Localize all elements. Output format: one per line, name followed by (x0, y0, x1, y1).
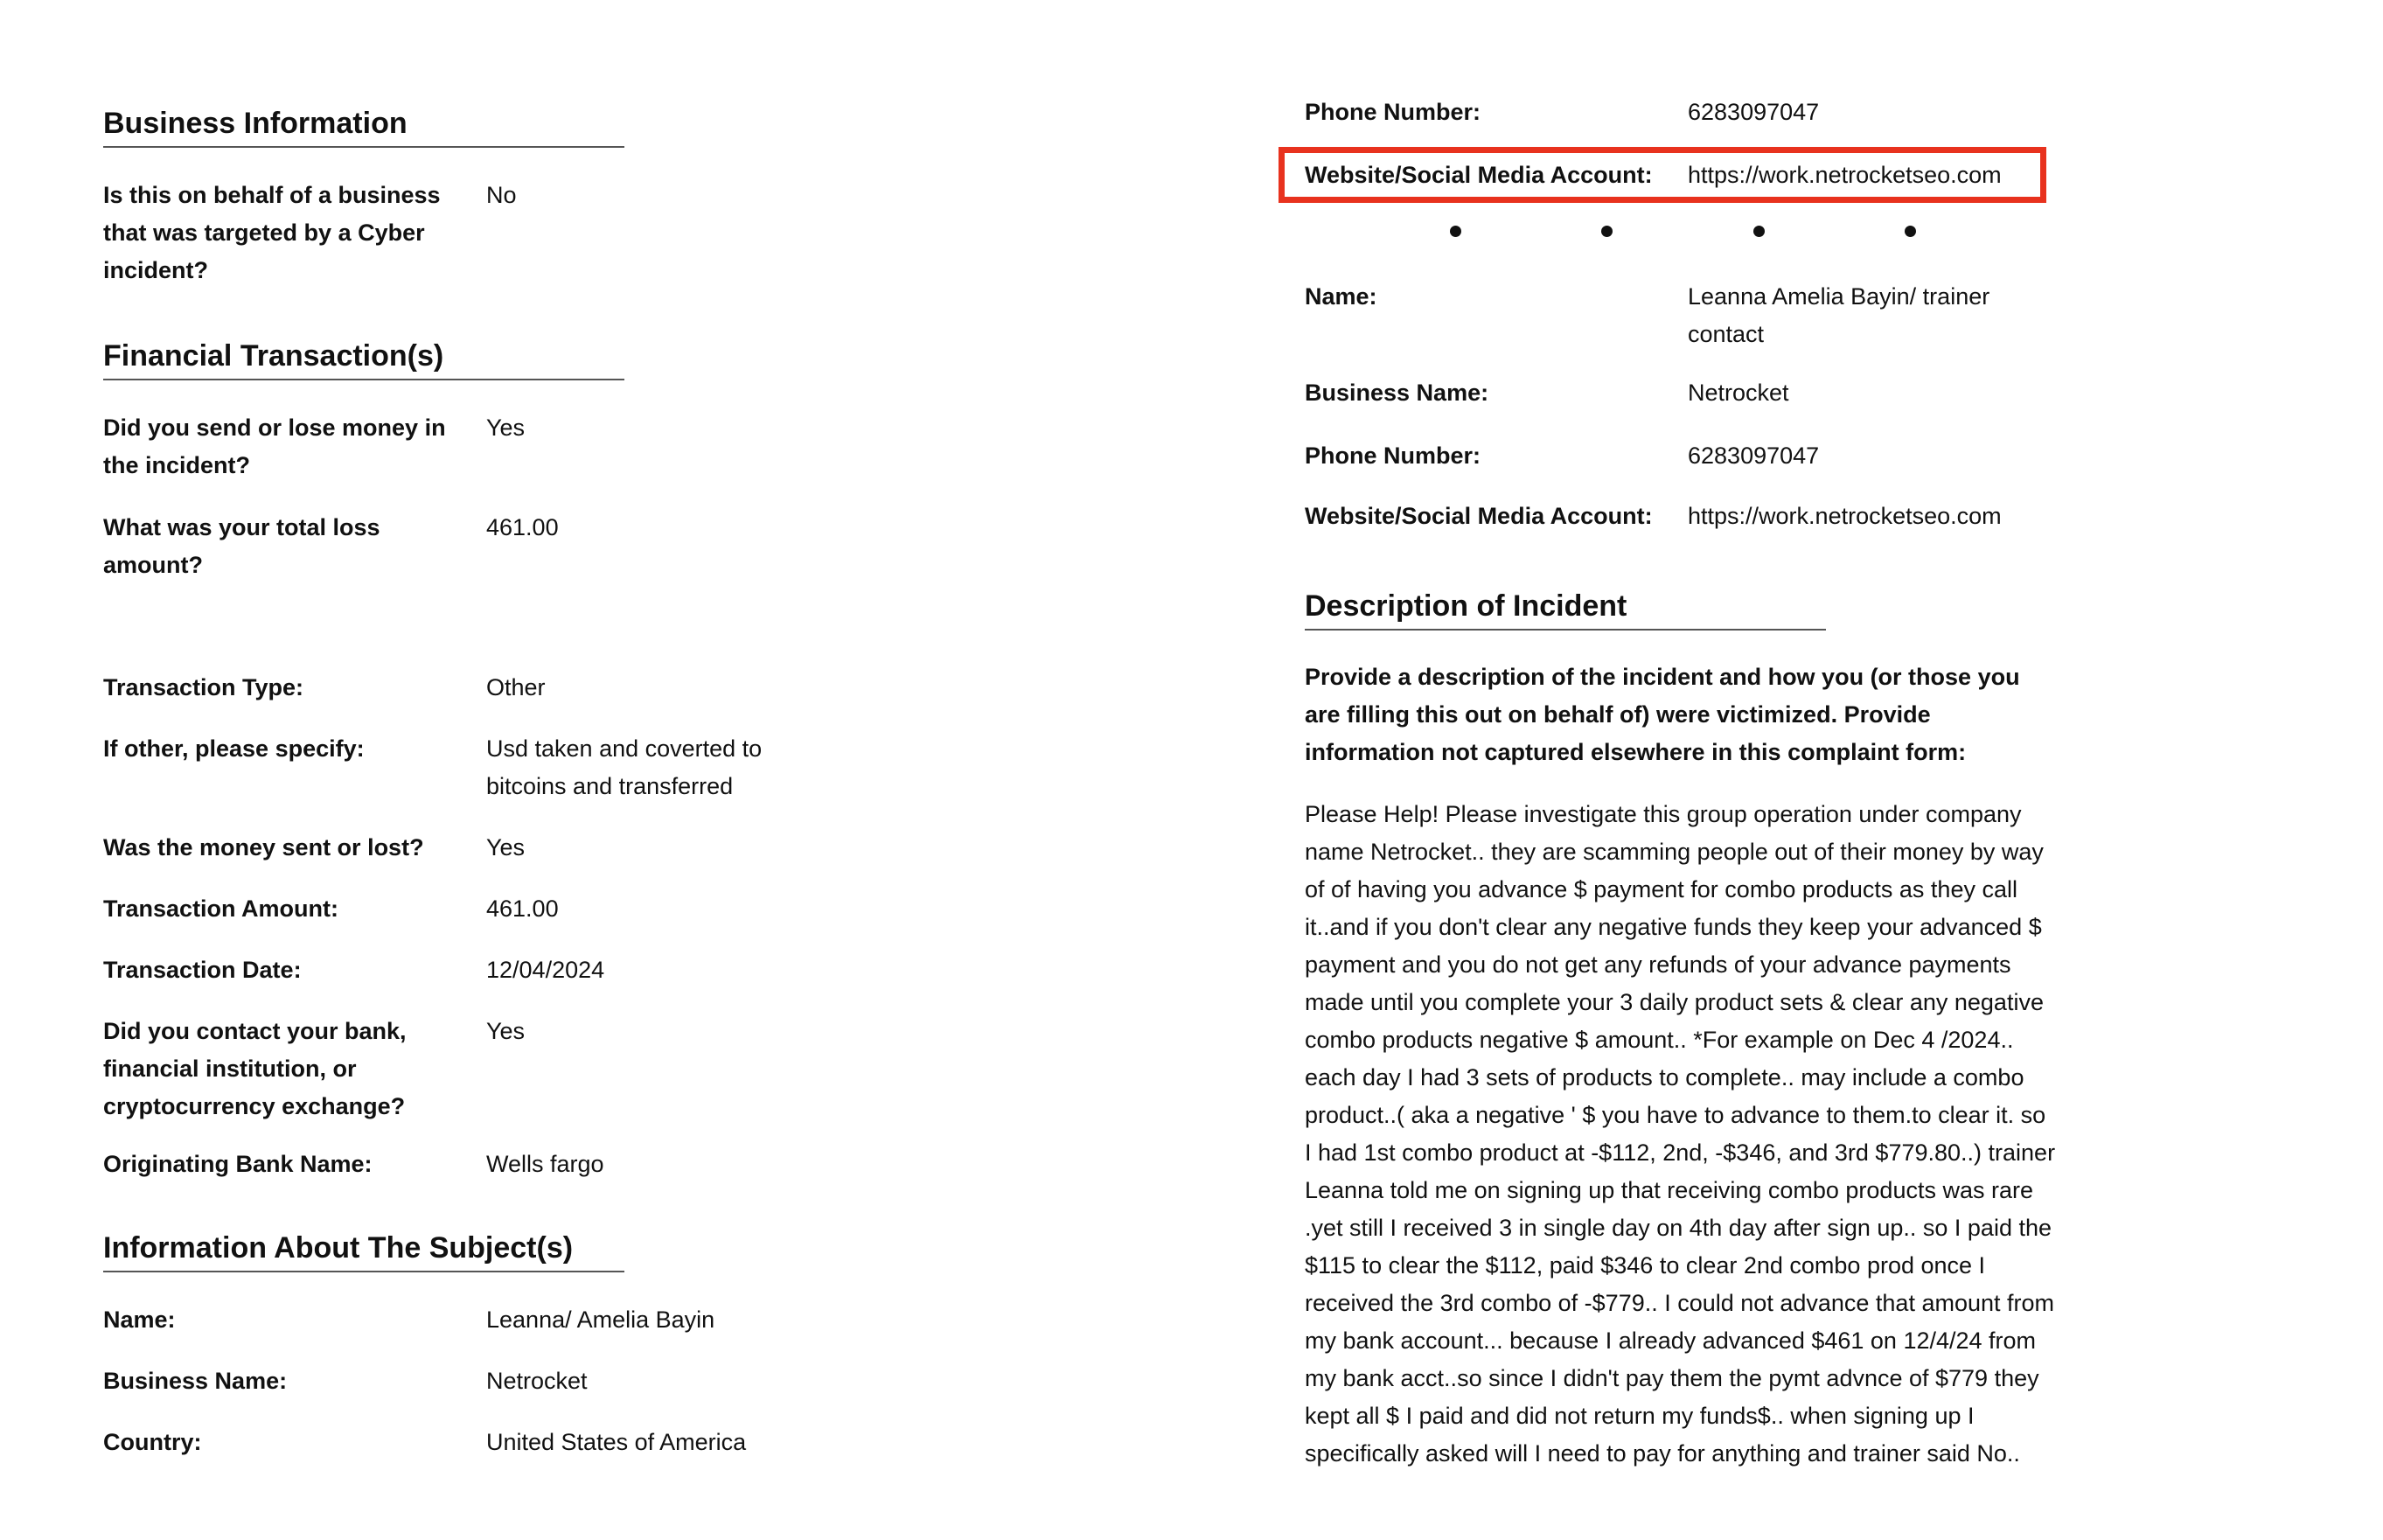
subject2-phone-label: Phone Number: (1305, 442, 1481, 469)
subject-business-value: Netrocket (486, 1368, 588, 1394)
sent-or-lost-label: Was the money sent or lost? (103, 834, 424, 861)
subject2-business-value: Netrocket (1688, 380, 1789, 406)
subject1-phone-label: Phone Number: (1305, 99, 1481, 125)
description-question: Provide a description of the incident and how you (or those you are filling this out on behalf of) were victimized. Provide information not captured elsewhere in this complaint form: (1305, 664, 2020, 765)
subject2-website-label: Website/Social Media Account: (1305, 503, 1653, 529)
subject1-website-label: Website/Social Media Account: (1305, 162, 1653, 188)
behalf-label: Is this on behalf of a business that was targeted by a Cyber incident? (103, 182, 441, 283)
subject2-phone-value: 6283097047 (1688, 442, 1820, 469)
subject-business-label: Business Name: (103, 1368, 288, 1394)
subject-information-heading: Information About The Subject(s) (103, 1231, 624, 1272)
contact-bank-label: Did you contact your bank, financial institution, or cryptocurrency exchange? (103, 1018, 407, 1119)
separator-dot (1601, 226, 1613, 237)
contact-bank-value: Yes (486, 1018, 526, 1044)
transaction-type-label: Transaction Type: (103, 674, 304, 700)
subject1-phone-value: 6283097047 (1688, 99, 1820, 125)
subject1-website-value: https://work.netrocketseo.com (1688, 162, 2002, 188)
description-body: Please Help! Please investigate this group operation under company name Netrocket.. they are scamming people out of their money by way of of having you advance $ payment for combo products as they call it..and if you don't clear any negative funds they keep your advanced $ payment and you do not get any refunds of your advance payments made until you complete your 3 daily product sets & clear any negative combo products negative $ amount.. *For example on Dec 4 /2024.. each day I had 3 sets of products to complete.. may include a combo product..( aka a negative ' $ you have to advance to them.to clear it. so I had 1st combo product at -$112, 2nd, -$346, and 3rd $779.80..) trainer Leanna told me on signing up that receiving combo products was rare .yet still I received 3 in single day on 4th day after sign up.. so I paid the $115 to clear the $112, paid $346 to clear 2nd combo prod once I received the 3rd combo of -$779.. I could not advance that amount from my bank account... because I already advanced $461 on 12/4/24 from my bank acct..so since I didn't pay them the pymt advnce of $779 they kept all $ I paid and did not return my funds$.. when signing up I specifically asked will I need to pay for anything and trainer said No.. (1305, 801, 2056, 1467)
sent-money-label: Did you send or lose money in the incident? (103, 415, 446, 478)
description-heading: Description of Incident (1305, 589, 1826, 631)
originating-bank-label: Originating Bank Name: (103, 1151, 373, 1177)
financial-transactions-heading: Financial Transaction(s) (103, 339, 624, 380)
separator-dot (1905, 226, 1916, 237)
separator-dot (1753, 226, 1765, 237)
transaction-date-label: Transaction Date: (103, 957, 302, 983)
subject2-name-label: Name: (1305, 283, 1377, 310)
subject-country-value: United States of America (486, 1429, 747, 1455)
business-information-heading: Business Information (103, 107, 624, 148)
other-specify-value: Usd taken and coverted to bitcoins and transferred (486, 735, 763, 799)
subject-name-label: Name: (103, 1307, 176, 1333)
transaction-amount-label: Transaction Amount: (103, 895, 339, 922)
sent-or-lost-value: Yes (486, 834, 526, 861)
subject2-website-value: https://work.netrocketseo.com (1688, 503, 2002, 529)
other-specify-label: If other, please specify: (103, 735, 365, 762)
subject2-name-value: Leanna Amelia Bayin/ trainer contact (1688, 283, 1990, 347)
separator-dots (1305, 226, 2057, 243)
highlight-box (1279, 147, 2046, 203)
subject2-business-label: Business Name: (1305, 380, 1489, 406)
total-loss-value: 461.00 (486, 514, 559, 540)
subject-country-label: Country: (103, 1429, 202, 1455)
behalf-value: No (486, 182, 517, 208)
originating-bank-value: Wells fargo (486, 1151, 604, 1177)
sent-money-value: Yes (486, 415, 526, 441)
separator-dot (1450, 226, 1461, 237)
transaction-type-value: Other (486, 674, 546, 700)
total-loss-label: What was your total loss amount? (103, 514, 380, 578)
transaction-date-value: 12/04/2024 (486, 957, 605, 983)
subject-name-value: Leanna/ Amelia Bayin (486, 1307, 715, 1333)
transaction-amount-value: 461.00 (486, 895, 559, 922)
